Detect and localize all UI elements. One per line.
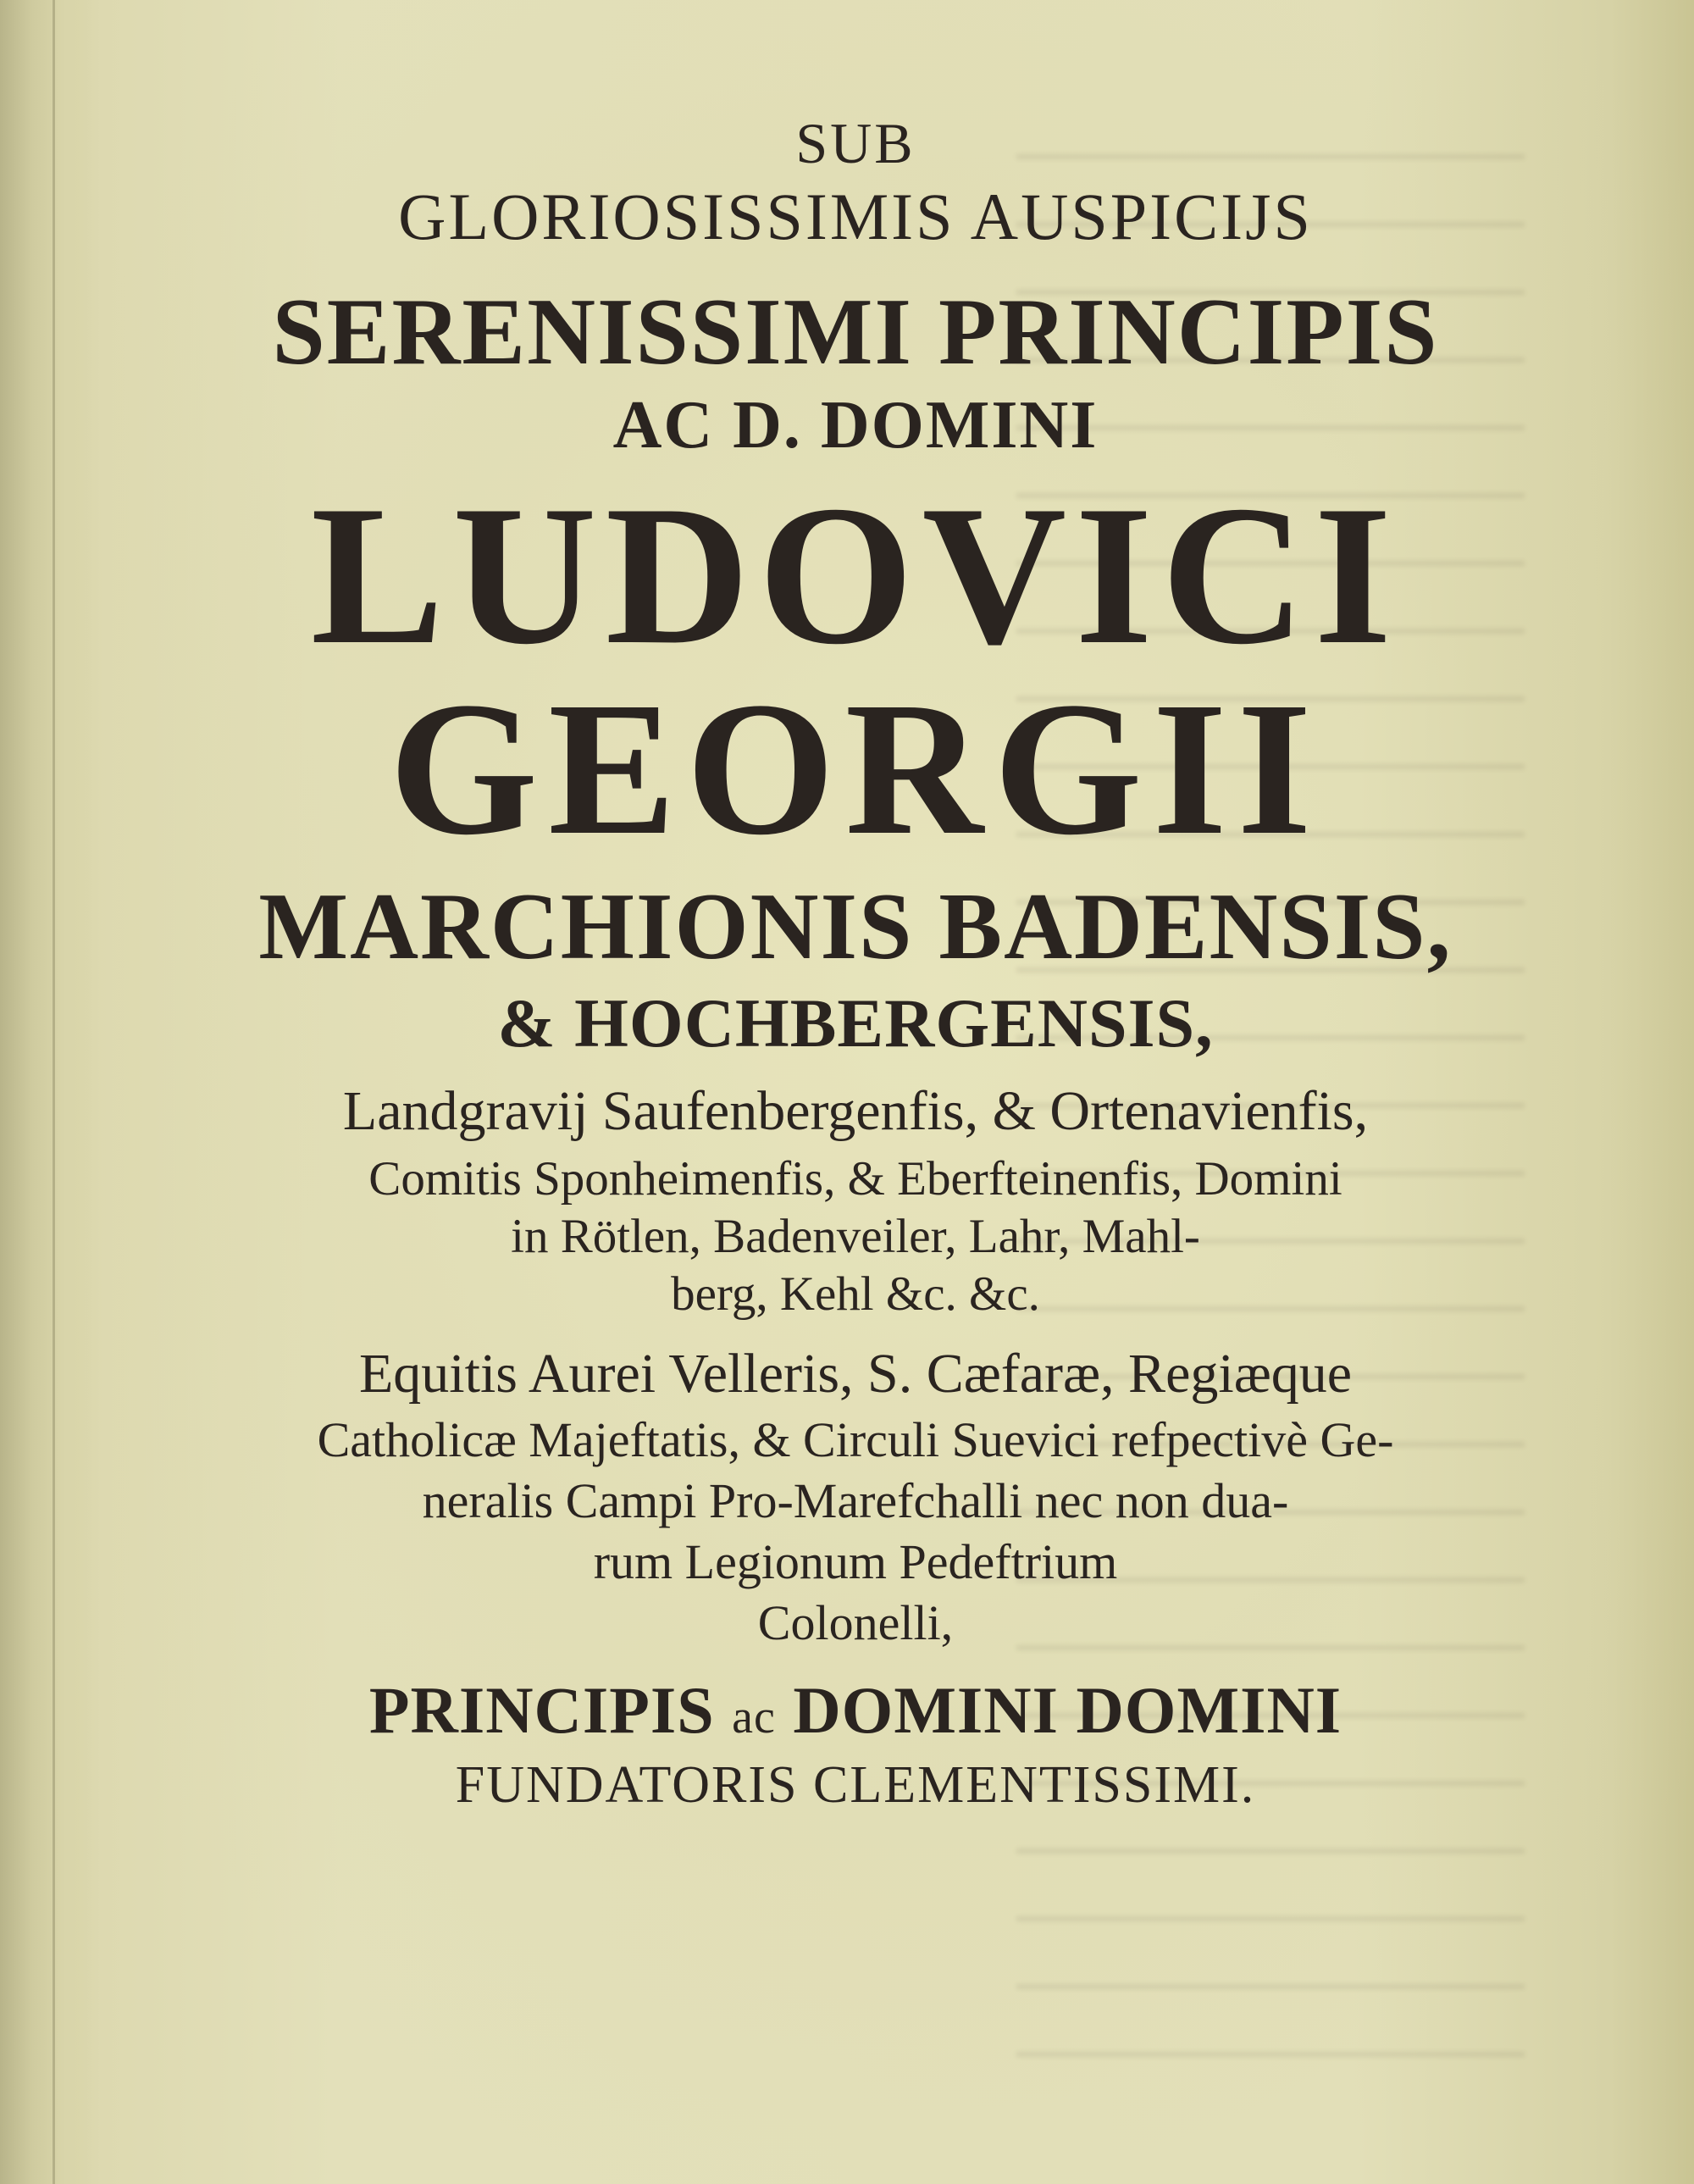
line-rotlen: in Rötlen, Badenveiler, Lahr, Mahl-: [511, 1210, 1200, 1263]
principis-word: PRINCIPIS: [368, 1673, 715, 1747]
line-gloriosissimis: GLORIOSISSIMIS AUSPICIJS: [398, 180, 1313, 253]
line-equitis: Equitis Aurei Velleris, S. Cæfaræ, Regiæque: [358, 1343, 1353, 1405]
line-generalis: neralis Campi Pro-Marefchalli nec non dua-: [422, 1473, 1289, 1528]
line-comitis: Comitis Sponheimenfis, & Eberfteinenfis, Domini: [368, 1152, 1342, 1206]
line-landgravij: Landgravij Saufenbergenfis, & Ortenavienfis,: [342, 1080, 1369, 1142]
line-fundatoris: FUNDATORIS CLEMENTISSIMI.: [455, 1756, 1256, 1814]
line-catholicae: Catholicæ Majeftatis, & Circuli Suevici refpectivè Ge-: [317, 1412, 1394, 1467]
line-ludovici: LUDOVICI: [310, 465, 1401, 686]
line-colonelli: Colonelli,: [757, 1595, 954, 1650]
domini-domini-words: DOMINI DOMINI: [793, 1673, 1342, 1747]
line-ac-d-domini: AC D. DOMINI: [612, 388, 1099, 463]
line-georgii: GEORGII: [389, 662, 1322, 874]
binding-gutter: [0, 0, 93, 2184]
line-hochbergensis: & HOCHBERGENSIS,: [497, 984, 1214, 1062]
ac-word: ac: [732, 1691, 776, 1743]
line-serenissimi: SERENISSIMI PRINCIPIS: [272, 280, 1439, 385]
line-marchionis: MARCHIONIS BADENSIS,: [258, 874, 1453, 979]
binding-fold: [53, 0, 55, 2184]
line-berg-kehl: berg, Kehl &c. &c.: [671, 1267, 1040, 1321]
line-legionum: rum Legionum Pedeftrium: [593, 1534, 1118, 1589]
line-sub: SUB: [795, 111, 916, 175]
title-page-text: [127, 110, 1584, 1815]
line-principis-domini: [127, 1672, 1584, 1755]
